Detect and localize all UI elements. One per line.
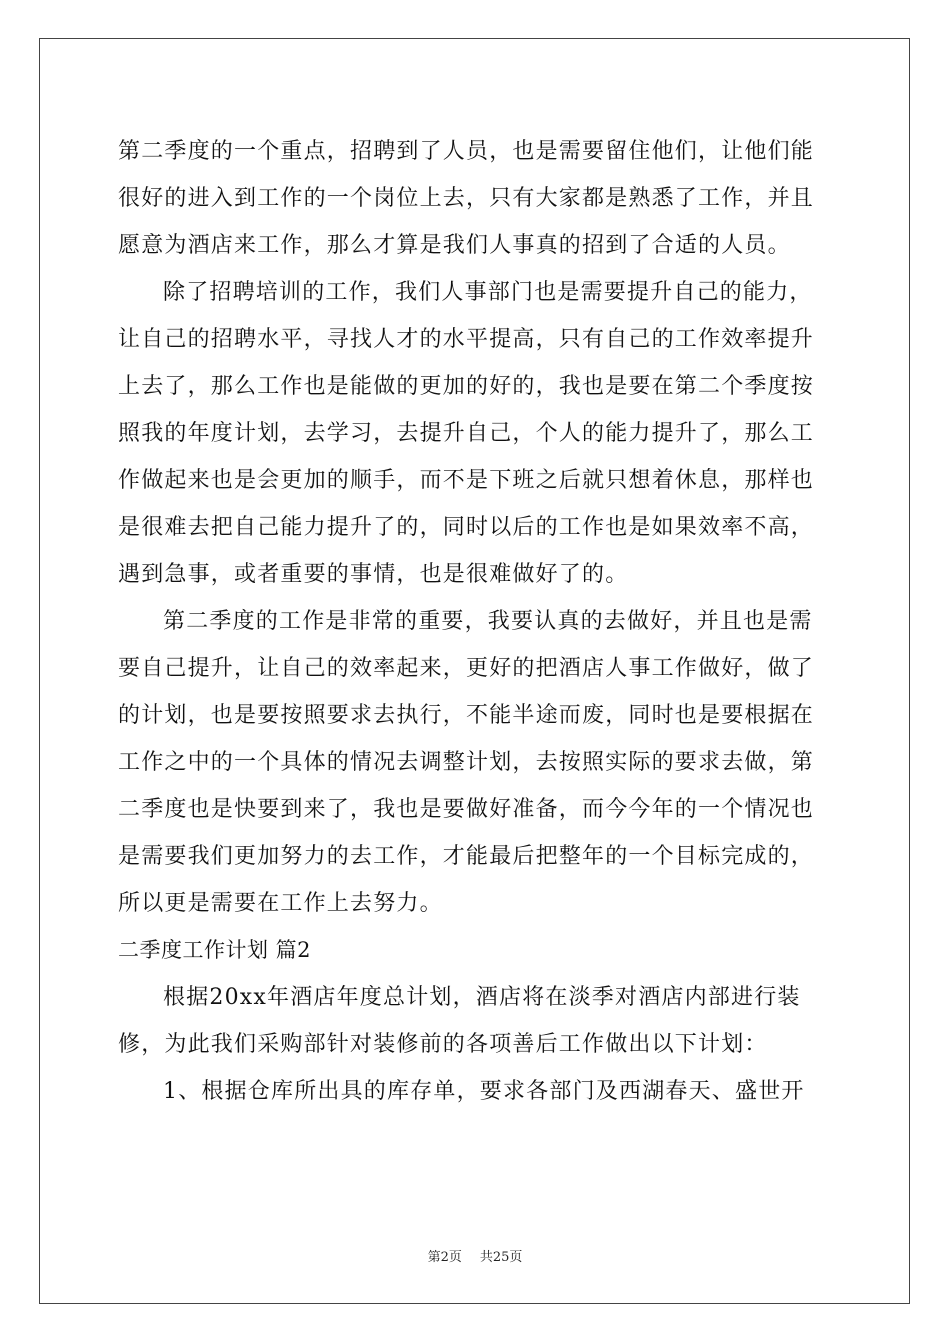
text-line: 愿意为酒店来工作，那么才算是我们人事真的招到了合适的人员。	[118, 233, 791, 258]
page-total: 共25页	[479, 1250, 523, 1265]
text-line: 除了招聘培训的工作，我们人事部门也是需要提升自己的能力，	[163, 280, 813, 305]
text-line: 1、根据仓库所出具的库存单，要求各部门及西湖春天、盛世开	[163, 1079, 805, 1104]
text-line: 根据20xx年酒店年度总计划，酒店将在淡季对酒店内部进行装	[163, 985, 801, 1010]
text-line: 上去了，那么工作也是能做的更加的好的，我也是要在第二个季度按	[118, 374, 815, 399]
text-line: 是很难去把自己能力提升了的，同时以后的工作也是如果效率不高，	[118, 515, 815, 540]
section-heading: 二季度工作计划 篇2	[118, 938, 312, 962]
document-body	[118, 128, 838, 1115]
text-line: 照我的年度计划，去学习，去提升自己，个人的能力提升了，那么工	[118, 421, 815, 446]
text-line: 作做起来也是会更加的顺手，而不是下班之后就只想着休息，那样也	[118, 468, 815, 493]
text-line: 修，为此我们采购部针对装修前的各项善后工作做出以下计划：	[118, 1032, 768, 1057]
page-footer	[0, 1246, 950, 1265]
text-line: 要自己提升，让自己的效率起来，更好的把酒店人事工作做好，做了	[118, 656, 815, 681]
text-line: 二季度也是快要到来了，我也是要做好准备，而今今年的一个情况也	[118, 797, 815, 822]
text-line: 是需要我们更加努力的去工作，才能最后把整年的一个目标完成的，	[118, 844, 815, 869]
text-line: 第二季度的工作是非常的重要，我要认真的去做好，并且也是需	[163, 609, 813, 634]
text-line: 所以更是需要在工作上去努力。	[118, 891, 443, 916]
text-line: 工作之中的一个具体的情况去调整计划，去按照实际的要求去做，第	[118, 750, 815, 775]
text-line: 让自己的招聘水平，寻找人才的水平提高，只有自己的工作效率提升	[118, 327, 815, 352]
text-line: 很好的进入到工作的一个岗位上去，只有大家都是熟悉了工作，并且	[118, 186, 815, 211]
text-line: 的计划，也是要按照要求去执行，不能半途而废，同时也是要根据在	[118, 703, 815, 728]
text-line: 遇到急事，或者重要的事情，也是很难做好了的。	[118, 562, 629, 587]
page-number: 第2页	[427, 1250, 462, 1265]
text-line: 第二季度的一个重点，招聘到了人员，也是需要留住他们，让他们能	[118, 139, 815, 164]
